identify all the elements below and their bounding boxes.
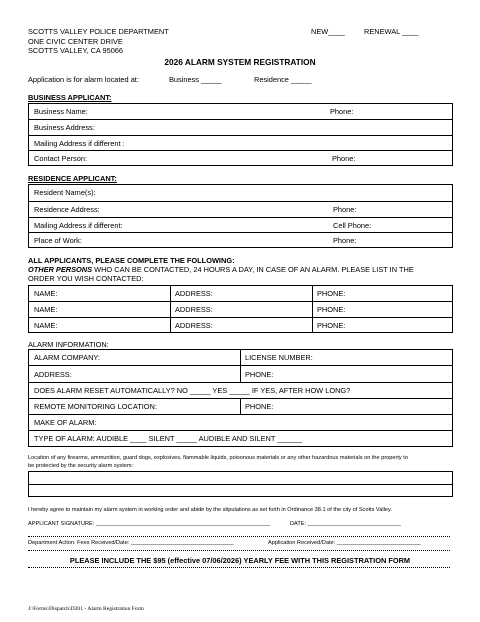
resident-names-row[interactable] — [29, 185, 452, 202]
residence-mailing-label: Mailing Address if different: — [34, 221, 123, 230]
location-residence-field[interactable]: Residence _____ — [254, 75, 312, 84]
application-received-field[interactable]: Application Received/Date: ___________________________ — [268, 540, 421, 546]
contact-2-name-label: NAME: — [34, 305, 58, 314]
alarm-reset-row[interactable] — [29, 383, 452, 399]
contact-row-2[interactable] — [29, 302, 452, 318]
business-contact-row[interactable] — [29, 151, 452, 166]
business-address-label: Business Address: — [34, 123, 95, 132]
fee-notice: PLEASE INCLUDE THE $95 (effective 07/06/2026) YEARLY FEE WITH THIS REGISTRATION FORM — [69, 556, 411, 565]
hazard-note-line1: Location of any firearms, ammunition, guard dogs, explosives, flammable liquids, poisonous materials or any other hazardous materials on the property to — [28, 455, 408, 461]
monitoring-row[interactable] — [29, 399, 452, 415]
dotted-divider-middle — [28, 550, 450, 551]
residence-cell-phone-label: Cell Phone: — [333, 221, 372, 230]
contact-1-address-label: ADDRESS: — [175, 289, 213, 298]
residence-address-row[interactable] — [29, 202, 452, 218]
new-registration-field[interactable]: NEW____ — [311, 27, 345, 36]
license-number-label: LICENSE NUMBER: — [245, 353, 313, 362]
alarm-type-row[interactable] — [29, 431, 452, 447]
business-name-row[interactable] — [29, 104, 452, 120]
contact-3-name-label: NAME: — [34, 321, 58, 330]
alarm-address-divider — [240, 366, 241, 382]
location-prompt: Application is for alarm located at: — [28, 75, 139, 84]
contact-row-3[interactable] — [29, 318, 452, 333]
contact-row-1[interactable] — [29, 286, 452, 302]
contacts-heading: ALL APPLICANTS, PLEASE COMPLETE THE FOLLOWING: — [28, 256, 235, 265]
hazard-row-2[interactable] — [29, 485, 452, 497]
residence-work-row[interactable] — [29, 233, 452, 248]
form-title: 2026 ALARM SYSTEM REGISTRATION — [164, 57, 316, 67]
alarm-company-row[interactable] — [29, 350, 452, 366]
hazard-note-line2: be protected by the security alarm system: — [28, 463, 134, 469]
business-contact-label: Contact Person: — [34, 154, 87, 163]
alarm-make-row[interactable] — [29, 415, 452, 431]
agreement-text: I hereby agree to maintain my alarm system in working order and abide by the stipulations as set forth in Ordinance 38.1 of the city of Scotts Valley. — [28, 507, 392, 513]
residence-applicant-table — [28, 184, 453, 248]
alarm-company-label: ALARM COMPANY: — [34, 353, 100, 362]
contact-3-address-label: ADDRESS: — [175, 321, 213, 330]
contacts-table — [28, 285, 453, 333]
monitoring-phone-label: PHONE: — [245, 402, 274, 411]
resident-names-label: Resident Name(s): — [34, 188, 96, 197]
contact-1-name-label: NAME: — [34, 289, 58, 298]
residence-work-label: Place of Work: — [34, 236, 82, 245]
alarm-info-heading: ALARM INFORMATION: — [28, 340, 109, 349]
business-phone-label: Phone: — [330, 107, 354, 116]
fees-received-field[interactable]: Department Action: Fees Received/Date: _________________________________ — [28, 540, 234, 546]
business-applicant-table — [28, 103, 453, 166]
business-applicant-heading: BUSINESS APPLICANT: — [28, 93, 112, 102]
residence-phone-label: Phone: — [333, 205, 357, 214]
other-persons-emphasis: OTHER PERSONS — [28, 265, 93, 274]
applicant-signature-field[interactable]: APPLICANT SIGNATURE: ________________________________________________________ — [28, 521, 271, 527]
department-address-line2: SCOTTS VALLEY, CA 95066 — [28, 46, 124, 55]
renewal-registration-field[interactable]: RENEWAL ____ — [364, 27, 419, 36]
residence-work-phone-label: Phone: — [333, 236, 357, 245]
contact-2-address-label: ADDRESS: — [175, 305, 213, 314]
hazard-row-1[interactable] — [29, 472, 452, 485]
contacts-instruction-line1 — [28, 265, 414, 274]
contact-1-phone-label: PHONE: — [317, 289, 346, 298]
alarm-address-label: ADDRESS: — [34, 370, 72, 379]
business-name-label: Business Name: — [34, 107, 88, 116]
location-business-field[interactable]: Business _____ — [169, 75, 222, 84]
department-name: SCOTTS VALLEY POLICE DEPARTMENT — [28, 27, 169, 36]
signature-date-field[interactable]: DATE: ______________________________ — [290, 521, 401, 527]
alarm-type-label: TYPE OF ALARM: AUDIBLE ____ SILENT _____ AUDIBLE AND SILENT ______ — [34, 434, 302, 443]
contact-3-phone-label: PHONE: — [317, 321, 346, 330]
alarm-company-divider — [240, 350, 241, 365]
alarm-info-table — [28, 349, 453, 447]
alarm-phone-label: PHONE: — [245, 370, 274, 379]
business-contact-phone-label: Phone: — [332, 154, 356, 163]
contacts-instruction-rest: WHO CAN BE CONTACTED, 24 HOURS A DAY, IN CASE OF AN ALARM. PLEASE LIST IN THE — [92, 265, 414, 274]
dotted-divider-bottom — [28, 567, 450, 568]
residence-address-label: Residence Address: — [34, 205, 100, 214]
alarm-make-label: MAKE OF ALARM: — [34, 418, 97, 427]
contact-2-phone-label: PHONE: — [317, 305, 346, 314]
business-address-row[interactable] — [29, 120, 452, 136]
form-footer-path: J:\Forms\Dispatch\D201 - Alarm Registration Form — [28, 606, 144, 612]
residence-applicant-heading: RESIDENCE APPLICANT: — [28, 174, 117, 183]
contacts-instruction-line2: ORDER YOU WISH CONTACTED: — [28, 274, 144, 283]
residence-mailing-row[interactable] — [29, 218, 452, 233]
alarm-reset-question: DOES ALARM RESET AUTOMATICALLY? NO _____ YES _____ IF YES, AFTER HOW LONG? — [34, 386, 351, 395]
alarm-address-row[interactable] — [29, 366, 452, 383]
business-mailing-label: Mailing Address if different : — [34, 139, 125, 148]
department-address-line1: ONE CIVIC CENTER DRIVE — [28, 37, 123, 46]
monitoring-location-label: REMOTE MONITORING LOCATION: — [34, 402, 157, 411]
business-mailing-row[interactable] — [29, 136, 452, 151]
dotted-divider-top — [28, 536, 450, 537]
hazard-table — [28, 471, 453, 497]
monitoring-divider — [240, 399, 241, 414]
